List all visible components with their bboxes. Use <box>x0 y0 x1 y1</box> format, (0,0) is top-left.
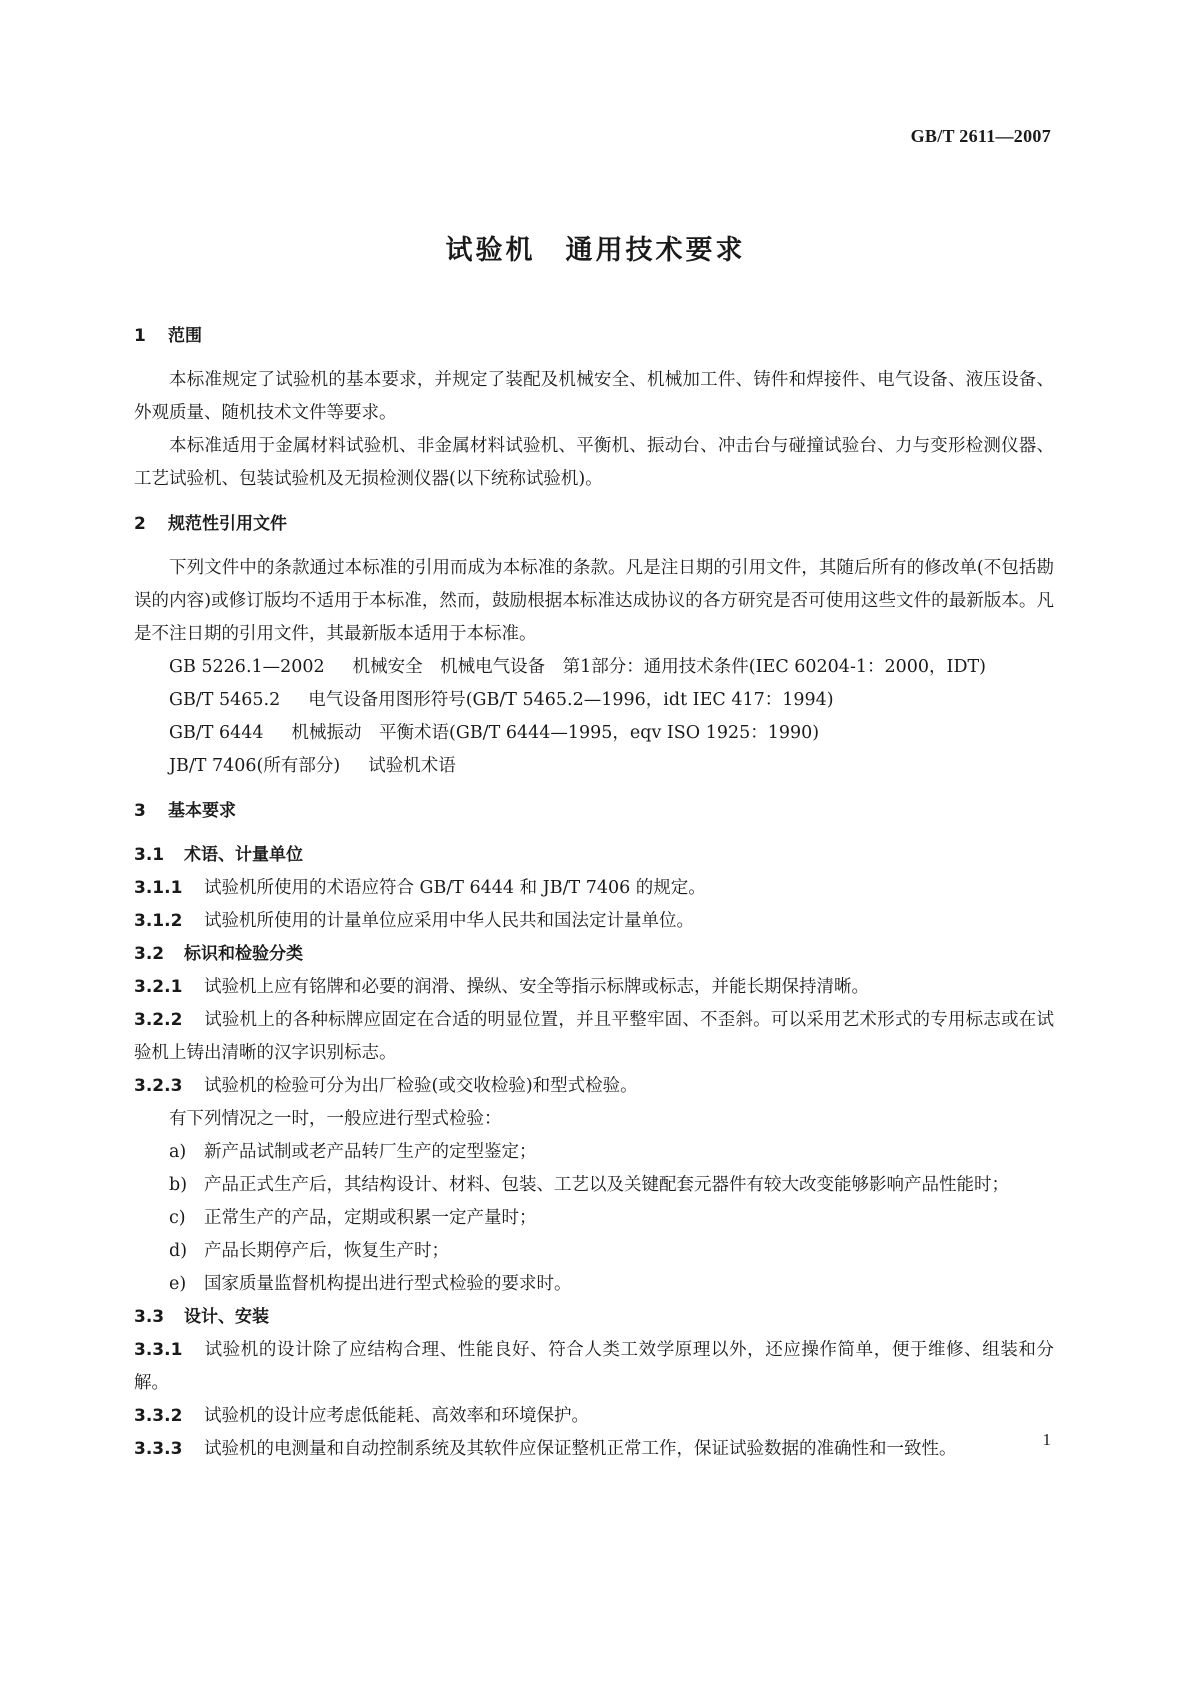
list-label: a) <box>169 1142 187 1162</box>
clause-text: 试验机所使用的计量单位应采用中华人民共和国法定计量单位。 <box>204 911 694 931</box>
subsection-3-2-heading <box>134 938 1054 971</box>
clause-number: 3.3.3 <box>134 1439 183 1459</box>
clause-3-2-2 <box>134 1004 1054 1070</box>
clause-3-3-3 <box>134 1433 1054 1466</box>
section-title: 范围 <box>168 326 202 346</box>
document-title: 试验机 通用技术要求 <box>445 235 746 266</box>
list-text: 新产品试制或老产品转厂生产的定型鉴定； <box>204 1142 537 1162</box>
list-text: 国家质量监督机构提出进行型式检验的要求时。 <box>204 1274 572 1294</box>
clause-number: 3.1.1 <box>134 878 183 898</box>
scope-paragraph-2: 本标准适用于金属材料试验机、非金属材料试验机、平衡机、振动台、冲击台与碰撞试验台、力与变形检测仪器、工艺试验机、包装试验机及无损检测仪器(以下统称试验机)。 <box>134 436 1054 489</box>
subsection-title: 设计、安装 <box>184 1307 269 1327</box>
section-title: 基本要求 <box>168 801 236 821</box>
section-number: 3 <box>134 801 146 821</box>
clause-text: 试验机的设计除了应结构合理、性能良好、符合人类工效学原理以外，还应操作简单，便于维修、组装和分解。 <box>134 1340 1054 1393</box>
clause-number: 3.3.1 <box>134 1340 183 1360</box>
section-number: 2 <box>134 514 146 534</box>
subsection-title: 标识和检验分类 <box>184 944 303 964</box>
clause-text: 试验机的设计应考虑低能耗、高效率和环境保护。 <box>204 1406 589 1426</box>
list-text: 产品正式生产后，其结构设计、材料、包装、工艺以及关键配套元器件有较大改变能够影响产品性能时； <box>204 1175 1009 1195</box>
subsection-3-1-heading <box>134 839 1054 872</box>
reference-item <box>134 684 1054 717</box>
reference-code: GB/T 5465.2 <box>169 690 281 710</box>
type-test-intro: 有下列情况之一时，一般应进行型式检验： <box>169 1109 502 1129</box>
list-text: 正常生产的产品，定期或积累一定产量时； <box>204 1208 537 1228</box>
list-item <box>134 1268 1054 1301</box>
reference-item <box>134 750 1054 783</box>
reference-code: JB/T 7406(所有部分) <box>169 756 341 776</box>
clause-3-1-1 <box>134 872 1054 905</box>
list-label: d) <box>169 1241 188 1261</box>
section-title: 规范性引用文件 <box>168 514 287 534</box>
section-number: 1 <box>134 326 146 346</box>
list-label: b) <box>169 1175 188 1195</box>
reference-item <box>134 651 1054 684</box>
list-item <box>134 1235 1054 1268</box>
section-1-heading <box>134 322 1054 350</box>
clause-number: 3.2.3 <box>134 1076 183 1096</box>
subsection-number: 3.1 <box>134 845 165 865</box>
list-label: e) <box>169 1274 187 1294</box>
standard-code-header: GB/T 2611—2007 <box>910 126 1051 146</box>
clause-number: 3.3.2 <box>134 1406 183 1426</box>
list-label: c) <box>169 1208 186 1228</box>
normative-references-paragraph: 下列文件中的条款通过本标准的引用而成为本标准的条款。凡是注日期的引用文件，其随后所有的修改单(不包括勘误的内容)或修订版均不适用于本标准，然而，鼓励根据本标准达成协议的各方研究是否可使用这些文件的最新版本。凡是不注日期的引用文件，其最新版本适用于本标准。 <box>134 558 1054 644</box>
clause-number: 3.2.1 <box>134 977 183 997</box>
scope-paragraph-1: 本标准规定了试验机的基本要求，并规定了装配及机械安全、机械加工件、铸件和焊接件、电气设备、液压设备、外观质量、随机技术文件等要求。 <box>134 370 1054 423</box>
clause-text: 试验机上的各种标牌应固定在合适的明显位置，并且平整牢固、不歪斜。可以采用艺术形式的专用标志或在试验机上铸出清晰的汉字识别标志。 <box>134 1010 1054 1063</box>
reference-code: GB/T 6444 <box>169 723 264 743</box>
list-item <box>134 1136 1054 1169</box>
section-2-heading <box>134 510 1054 538</box>
subsection-number: 3.3 <box>134 1307 165 1327</box>
clause-3-2-3 <box>134 1070 1054 1103</box>
page-number: 1 <box>1042 1430 1051 1449</box>
list-item <box>134 1169 1054 1202</box>
clause-3-3-2 <box>134 1400 1054 1433</box>
clause-3-3-1 <box>134 1334 1054 1400</box>
subsection-3-3-heading <box>134 1301 1054 1334</box>
clause-text: 试验机的电测量和自动控制系统及其软件应保证整机正常工作，保证试验数据的准确性和一致性。 <box>204 1439 957 1459</box>
clause-text: 试验机上应有铭牌和必要的润滑、操纵、安全等指示标牌或标志，并能长期保持清晰。 <box>204 977 869 997</box>
clause-number: 3.1.2 <box>134 911 183 931</box>
clause-text: 试验机的检验可分为出厂检验(或交收检验)和型式检验。 <box>204 1076 638 1096</box>
reference-title: 机械安全 机械电气设备 第1部分：通用技术条件(IEC 60204-1：2000，IDT) <box>352 657 986 677</box>
document-body <box>134 322 1054 1466</box>
reference-title: 试验机术语 <box>368 756 456 776</box>
clause-text: 试验机所使用的术语应符合 GB/T 6444 和 JB/T 7406 的规定。 <box>204 878 706 898</box>
reference-item <box>134 717 1054 750</box>
clause-3-1-2 <box>134 905 1054 938</box>
subsection-number: 3.2 <box>134 944 165 964</box>
clause-number: 3.2.2 <box>134 1010 183 1030</box>
reference-title: 电气设备用图形符号(GB/T 5465.2—1996，idt IEC 417：1994) <box>308 690 834 710</box>
section-3-heading <box>134 797 1054 825</box>
reference-code: GB 5226.1—2002 <box>169 657 325 677</box>
subsection-title: 术语、计量单位 <box>184 845 303 865</box>
list-text: 产品长期停产后，恢复生产时； <box>204 1241 449 1261</box>
clause-3-2-1 <box>134 971 1054 1004</box>
reference-title: 机械振动 平衡术语(GB/T 6444—1995，eqv ISO 1925：1990) <box>291 723 820 743</box>
list-item <box>134 1202 1054 1235</box>
